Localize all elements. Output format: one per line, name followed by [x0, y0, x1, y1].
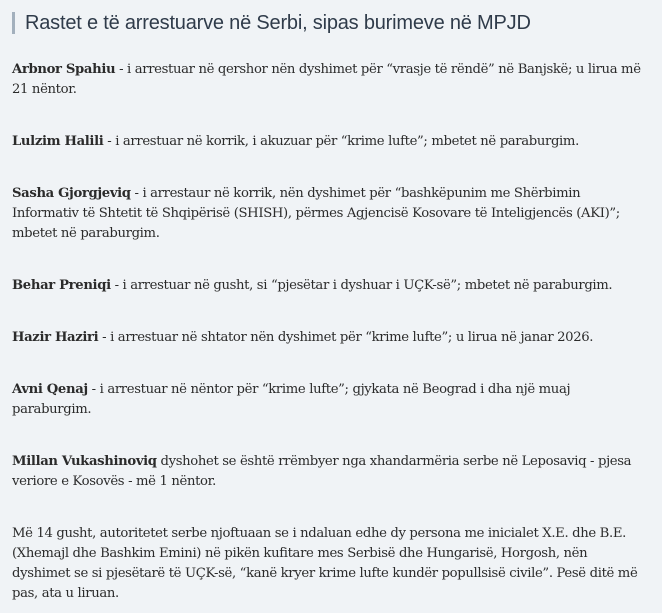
- person-description: - i arrestuar në gusht, si “pjesëtar i dyshuar i UÇK-së”; mbetet në paraburgim.: [110, 278, 613, 293]
- list-item: [12, 452, 646, 492]
- title-row: [12, 6, 646, 40]
- person-description: - i arrestuar në qershor nën dyshimet për “vrasje të rëndë” në Banjskë; u lirua më 21 nëntor.: [12, 62, 641, 97]
- list-item: [12, 60, 646, 100]
- person-name: Arbnor Spahiu: [12, 62, 116, 77]
- list-item: [12, 132, 646, 152]
- box-title: Rastet e të arrestuarve në Serbi, sipas burimeve në MPJD: [25, 11, 531, 34]
- person-name: Millan Vukashinoviq: [12, 454, 157, 469]
- person-description: - i arrestuar në korrik, i akuzuar për “krime lufte”; mbetet në paraburgim.: [103, 134, 579, 149]
- person-description: - i arrestaur në korrik, nën dyshimet për “bashkëpunim me Shërbimin Informativ të Shtetit të Shqipërisë (SHISH), përmes Agjencisë Kosovare të Inteligjencës (AKI)”; mbetet në paraburgim.: [12, 186, 620, 241]
- title-accent-bar: [12, 12, 15, 34]
- person-description: - i arrestuar në shtator nën dyshimet për “krime lufte”; u lirua në janar 2026.: [98, 330, 594, 345]
- list-item: [12, 276, 646, 296]
- person-description: dyshohet se është rrëmbyer nga xhandarmëria serbe në Leposaviq - pjesa veriore e Kosovës - më 1 nëntor.: [12, 454, 632, 489]
- list-item: [12, 184, 646, 244]
- list-item: [12, 328, 646, 348]
- person-name: Avni Qenaj: [12, 382, 88, 397]
- person-name: Lulzim Halili: [12, 134, 104, 149]
- person-name: Sasha Gjorgjeviq: [12, 186, 131, 201]
- person-description: - i arrestuar në nëntor për “krime lufte”; gjykata në Beograd i dha një muaj paraburgim.: [12, 382, 571, 417]
- person-name: Behar Preniqi: [12, 278, 111, 293]
- list-item: [12, 380, 646, 420]
- closing-paragraph: Më 14 gusht, autoritetet serbe njoftuaan se i ndaluan edhe dy persona me inicialet X.E. dhe B.E. (Xhemajl dhe Bashkim Emini) në pikën kufitare mes Serbisë dhe Hungarisë, Horgosh, nën dyshimet se si pjesëtarë të UÇK-së, “kanë kryer krime lufte kundër popullsisë civile”. Pesë ditë më pas, ata u liruan.: [12, 526, 638, 601]
- person-name: Hazir Haziri: [12, 330, 99, 345]
